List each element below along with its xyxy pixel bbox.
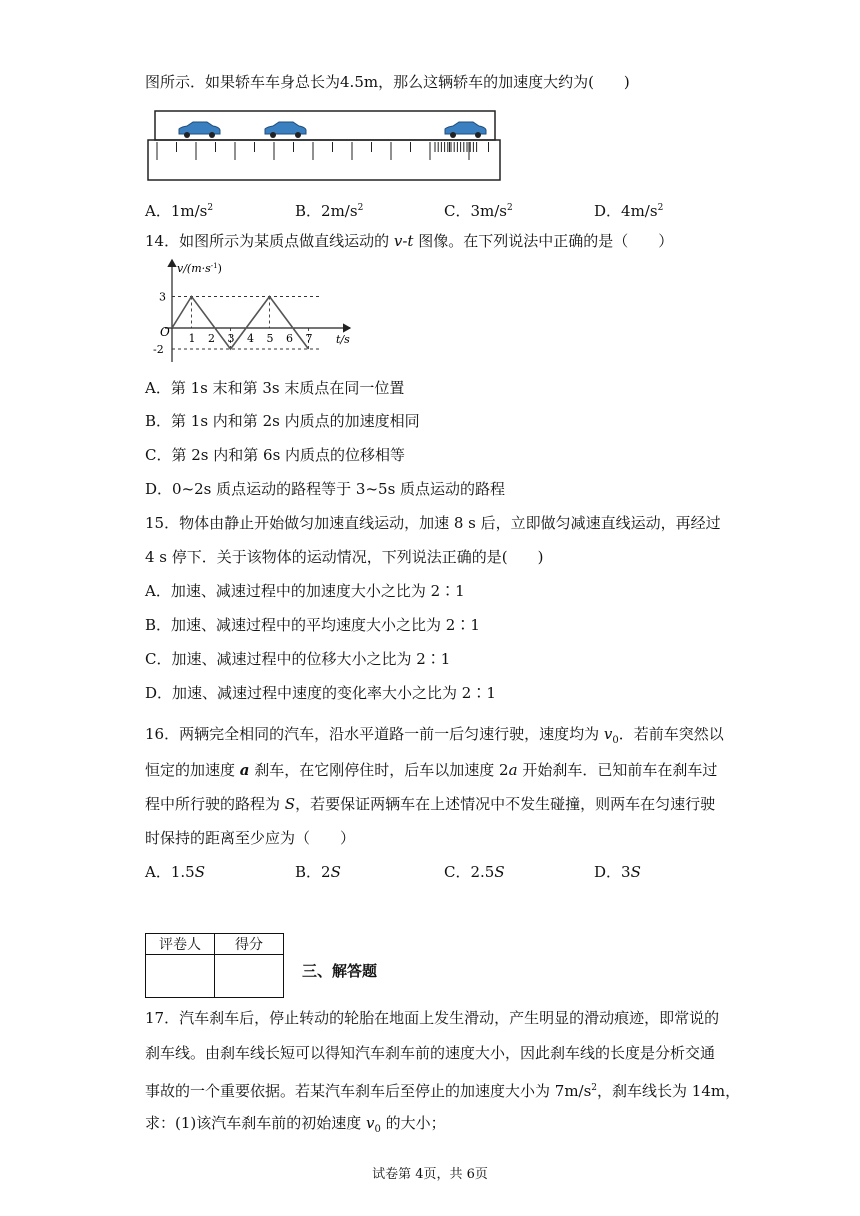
q16-stem-line4: 时保持的距离至少应为（ ） <box>145 829 356 847</box>
score-table-grader-header: 评卷人 <box>146 934 215 955</box>
y-axis-label: $v/(m\cdot s^{-1})$ <box>177 262 222 275</box>
x-axis-label: t/s <box>336 333 350 346</box>
x-tick-label-2: 2 <box>208 332 215 345</box>
q17-line3: 事故的一个重要依据。若某汽车刹车后至停止的加速度大小为 $7m/s^2$，刹车线长为 14m， <box>145 1082 741 1100</box>
car-icon <box>265 122 306 138</box>
q16-option-c: C．2.5S <box>444 863 505 881</box>
q15-stem-line1: 15．物体由静止开始做匀加速直线运动，加速 8 s 后，立即做匀减速直线运动，再经过 <box>145 514 721 532</box>
x-tick-label-4: 4 <box>247 332 254 345</box>
q15-option-c: C．加速、减速过程中的位移大小之比为 2∶1 <box>145 650 451 668</box>
q16-stem-line1: 16．两辆完全相同的汽车，沿水平道路一前一后匀速行驶，速度均为 $v_0$．若前车突然以 <box>145 725 724 746</box>
x-tick-label-6: 6 <box>286 332 293 345</box>
score-table-score-header: 得分 <box>215 934 284 955</box>
q13-option-b: B．$2m/s^2$ <box>295 202 364 220</box>
q17-line2: 刹车线。由刹车线长短可以得知汽车刹车前的速度大小，因此刹车线的长度是分析交通 <box>145 1044 716 1062</box>
q14-option-c: C．第 2s 内和第 6s 内质点的位移相等 <box>145 446 406 464</box>
y-tick-label-neg2: -2 <box>153 343 164 356</box>
q13-option-c: C．$3m/s^2$ <box>444 202 513 220</box>
y-tick-label-3: 3 <box>159 290 166 304</box>
q16-option-a: A．1.5S <box>145 863 205 881</box>
section-title: 三、解答题 <box>302 962 378 980</box>
q13-car-ruler-figure <box>145 108 505 183</box>
origin-label: O <box>160 325 170 339</box>
q13-option-a: A．$1m/s^2$ <box>145 202 214 220</box>
q15-option-b: B．加速、减速过程中的平均速度大小之比为 2∶1 <box>145 616 480 634</box>
car-icon <box>179 122 220 138</box>
x-tick-label-1: 1 <box>188 332 196 345</box>
q15-option-d: D．加速、减速过程中速度的变化率大小之比为 2∶1 <box>145 684 496 702</box>
score-table-score-cell <box>215 955 284 998</box>
x-tick-label-3: 3 <box>227 332 235 345</box>
q17-line4: 求：(1)该汽车刹车前的初始速度 $v_0$ 的大小； <box>145 1114 446 1135</box>
q15-stem-line2: 4 s 停下．关于该物体的运动情况，下列说法正确的是( ) <box>145 548 544 566</box>
q17-line1: 17．汽车刹车后，停止转动的轮胎在地面上发生滑动，产生明显的滑动痕迹，即常说的 <box>145 1009 720 1027</box>
q16-option-b: B．2S <box>295 863 341 881</box>
q13-stem-tail: 图所示．如果轿车车身总长为4.5m，那么这辆轿车的加速度大约为( ) <box>145 73 630 91</box>
page-footer: 试卷第 4页，共 6页 <box>372 1167 488 1182</box>
score-table-grader-cell <box>146 955 215 998</box>
q13-option-d: D．$4m/s^2$ <box>594 202 664 220</box>
q16-stem-line2: 恒定的加速度 a 刹车，在它刚停住时，后车以加速度 2a 开始刹车．已知前车在刹车过 <box>145 761 718 779</box>
q14-option-d: D．0~2s 质点运动的路程等于 3~5s 质点运动的路程 <box>145 480 506 498</box>
x-tick-label-5: 5 <box>266 332 274 345</box>
q14-option-b: B．第 1s 内和第 2s 内质点的加速度相同 <box>145 412 420 430</box>
car-icon <box>445 122 486 138</box>
q14-stem: 14．如图所示为某质点做直线运动的 v-t 图像。在下列说法中正确的是（ ） <box>145 232 674 250</box>
q16-stem-line3: 程中所行驶的路程为 S，若要保证两辆车在上述情况中不发生碰撞，则两车在匀速行驶 <box>145 795 716 813</box>
x-tick-label-7: 7 <box>305 332 313 345</box>
score-table <box>145 933 284 998</box>
q15-option-a: A．加速、减速过程中的加速度大小之比为 2∶1 <box>145 582 465 600</box>
q14-option-a: A．第 1s 末和第 3s 末质点在同一位置 <box>145 379 405 397</box>
q14-vt-graph <box>145 256 365 366</box>
q16-option-d: D．3S <box>594 863 641 881</box>
